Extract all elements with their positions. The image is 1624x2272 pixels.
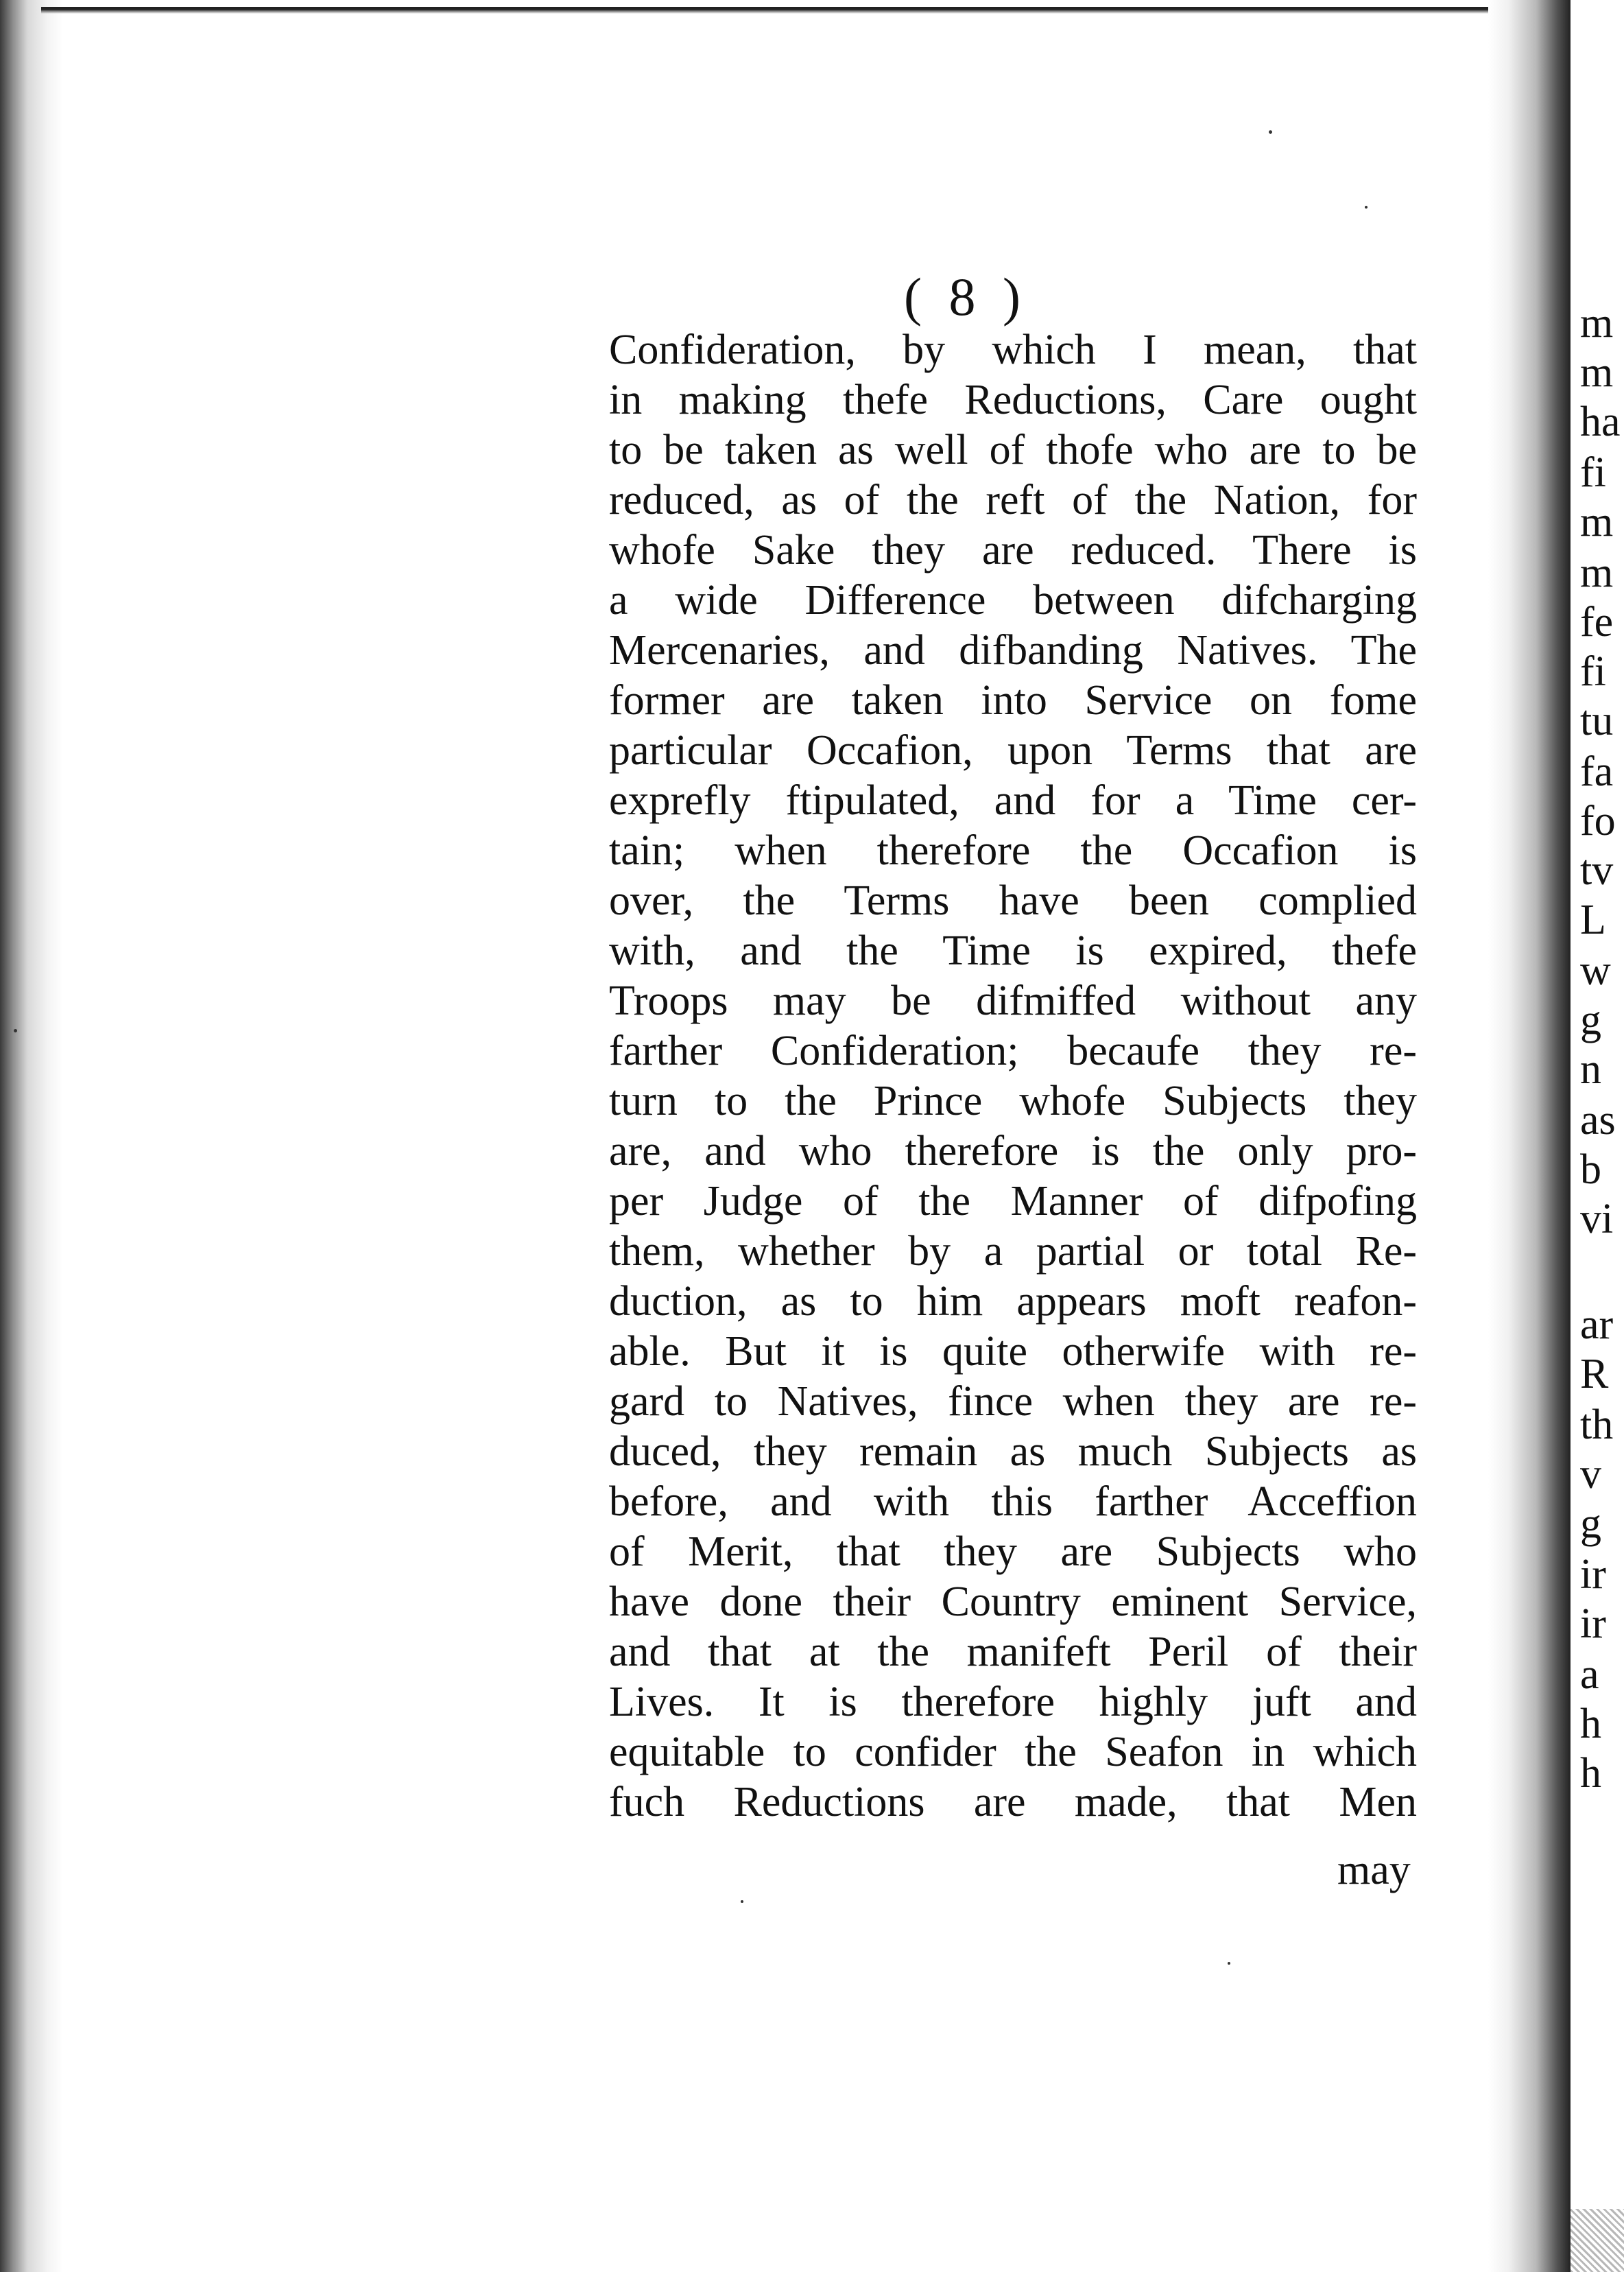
facing-page-text-fragment: b bbox=[1580, 1146, 1601, 1193]
facing-page-text-fragment: th bbox=[1580, 1401, 1614, 1448]
text-line: Troops may be difmiffed without any bbox=[609, 978, 1417, 1024]
text-line: are, and who therefore is the only pro- bbox=[609, 1128, 1417, 1174]
text-line: per Judge of the Manner of difpofing bbox=[609, 1178, 1417, 1224]
text-line: Mercenaries, and difbanding Natives. The bbox=[609, 627, 1417, 674]
ink-speck bbox=[1228, 1962, 1230, 1965]
ink-speck bbox=[1269, 130, 1272, 134]
facing-page-text-fragment: fe bbox=[1580, 599, 1614, 646]
text-line: equitable to confider the Seafon in which bbox=[609, 1729, 1417, 1775]
text-line: reduced, as of the reft of the Nation, for bbox=[609, 477, 1417, 523]
text-line: Lives. It is therefore highly juft and bbox=[609, 1679, 1417, 1725]
text-line: of Merit, that they are Subjects who bbox=[609, 1528, 1417, 1575]
facing-page-text-fragment: fi bbox=[1580, 449, 1606, 496]
text-line: in making thefe Reductions, Care ought bbox=[609, 377, 1417, 423]
facing-page-text-fragment: as bbox=[1580, 1097, 1616, 1144]
text-line: have done their Country eminent Service, bbox=[609, 1578, 1417, 1625]
text-line: exprefly ftipulated, and for a Time cer- bbox=[609, 777, 1417, 824]
facing-page-text-fragment: ha bbox=[1580, 399, 1621, 445]
text-line: turn to the Prince whofe Subjects they bbox=[609, 1078, 1417, 1124]
facing-page-text-fragment: fi bbox=[1580, 648, 1606, 695]
facing-page-text-fragment: tu bbox=[1580, 698, 1614, 744]
facing-page-text-fragment: m bbox=[1580, 549, 1614, 596]
left-binding-edge bbox=[0, 0, 63, 2272]
book-gutter bbox=[1488, 0, 1571, 2272]
facing-page-text-fragment: g bbox=[1580, 1500, 1601, 1547]
facing-page-text-fragment: fo bbox=[1580, 798, 1616, 844]
text-line: to be taken as well of thofe who are to be bbox=[609, 427, 1417, 473]
facing-page-text-fragment: m bbox=[1580, 349, 1614, 396]
text-line: farther Confideration; becaufe they re- bbox=[609, 1028, 1417, 1074]
text-line: with, and the Time is expired, thefe bbox=[609, 927, 1417, 974]
facing-page-text-fragment: ir bbox=[1580, 1600, 1606, 1647]
facing-page-text-fragment: tv bbox=[1580, 847, 1614, 894]
text-line: duced, they remain as much Subjects as bbox=[609, 1428, 1417, 1475]
text-line: tain; when therefore the Occafion is bbox=[609, 827, 1417, 874]
text-line: able. But it is quite otherwife with re- bbox=[609, 1328, 1417, 1375]
facing-page-fragment bbox=[1571, 0, 1624, 2272]
catchword: may bbox=[1337, 1847, 1411, 1893]
text-line: them, whether by a partial or total Re- bbox=[609, 1228, 1417, 1275]
facing-page-text-fragment: ar bbox=[1580, 1301, 1614, 1348]
text-line: duction, as to him appears moft reafon- bbox=[609, 1278, 1417, 1325]
top-page-edge bbox=[41, 7, 1495, 14]
text-line: a wide Difference between difcharging bbox=[609, 577, 1417, 624]
ink-speck bbox=[741, 1900, 743, 1903]
ink-speck bbox=[1365, 206, 1368, 209]
facing-page-text-fragment: v bbox=[1580, 1451, 1601, 1498]
text-line: particular Occafion, upon Terms that are bbox=[609, 727, 1417, 774]
text-line: before, and with this farther Acceffion bbox=[609, 1478, 1417, 1525]
text-line: and that at the manifeft Peril of their bbox=[609, 1629, 1417, 1675]
ink-speck bbox=[14, 1029, 17, 1032]
facing-page-text-fragment: R bbox=[1580, 1351, 1609, 1397]
facing-page-text-fragment: a bbox=[1580, 1651, 1599, 1698]
facing-page-text-fragment: h bbox=[1580, 1750, 1601, 1797]
text-line: gard to Natives, fince when they are re- bbox=[609, 1378, 1417, 1425]
text-line: former are taken into Service on fome bbox=[609, 677, 1417, 724]
body-text bbox=[609, 325, 1417, 1827]
facing-page-text-fragment: g bbox=[1580, 997, 1601, 1043]
facing-page-text-fragment: w bbox=[1580, 947, 1611, 994]
facing-page-text-fragment: m bbox=[1580, 300, 1614, 346]
page-number: ( 8 ) bbox=[904, 267, 1027, 327]
facing-page-text-fragment: fa bbox=[1580, 748, 1614, 795]
facing-page-text-fragment: m bbox=[1580, 499, 1614, 545]
text-line: over, the Terms have been complied bbox=[609, 877, 1417, 924]
facing-page-text-fragment: ir bbox=[1580, 1551, 1606, 1598]
text-line: fuch Reductions are made, that Men bbox=[609, 1779, 1417, 1825]
text-line: Confideration, by which I mean, that bbox=[609, 327, 1417, 373]
facing-page-text-fragment: n bbox=[1580, 1046, 1601, 1093]
facing-page-texture bbox=[1571, 2209, 1624, 2272]
text-line: whofe Sake they are reduced. There is bbox=[609, 527, 1417, 573]
facing-page-text-fragment: h bbox=[1580, 1701, 1601, 1747]
facing-page-text-fragment: L bbox=[1580, 897, 1606, 943]
facing-page-text-fragment: vi bbox=[1580, 1196, 1614, 1242]
